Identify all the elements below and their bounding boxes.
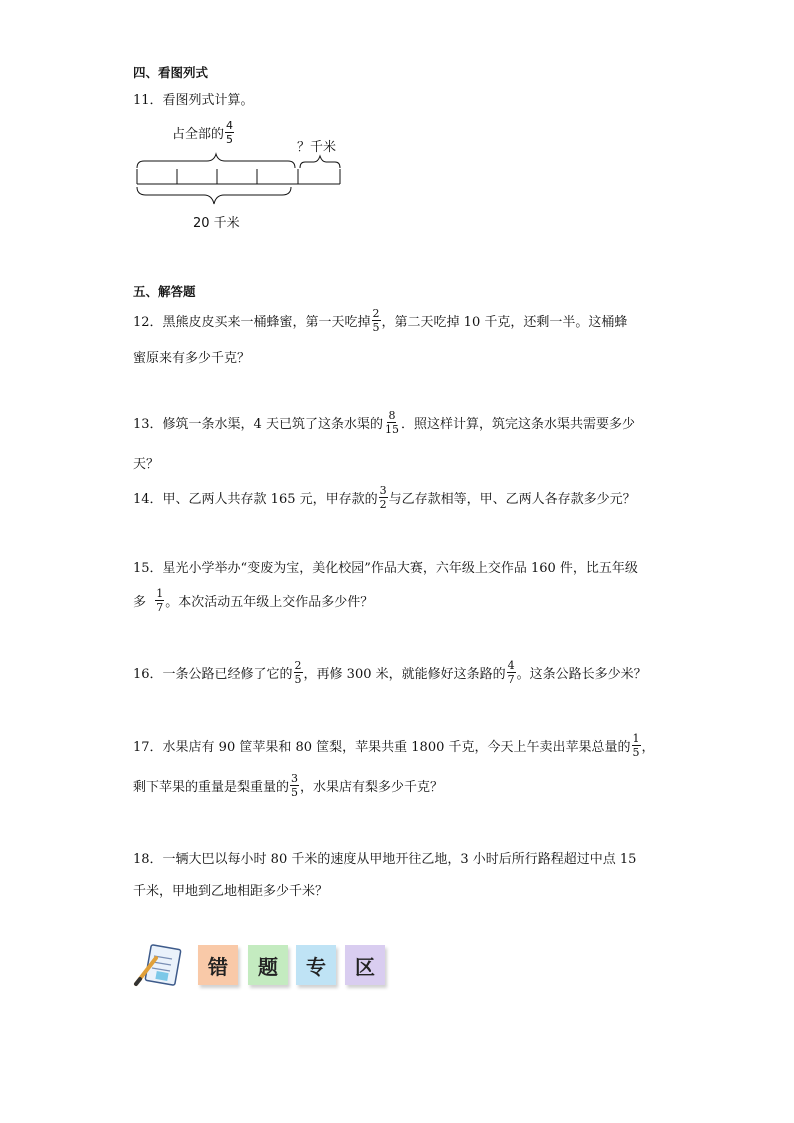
- bottom-brace: [137, 187, 291, 204]
- text: 17．水果店有 90 筐苹果和 80 筐梨，苹果共重 1800 千克，今天上午卖出苹果总量的: [133, 740, 631, 755]
- fraction-denominator: 15: [384, 423, 399, 436]
- question-17-line-2: [133, 772, 444, 800]
- fraction: [384, 410, 400, 435]
- text: 13．修筑一条水渠，4 天已筑了这条水渠的: [133, 417, 383, 432]
- fraction-denominator: 2: [379, 498, 387, 511]
- fraction-denominator: 5: [294, 673, 302, 686]
- segment-diagram: [130, 150, 350, 210]
- text: 16．一条公路已经修了它的: [133, 667, 293, 682]
- fraction-numerator: 8: [388, 409, 396, 422]
- text: ，再修 300 米，就能修好这条路的: [303, 667, 506, 682]
- text: ，: [641, 740, 655, 755]
- right-brace: [300, 156, 340, 168]
- fraction-denominator: 5: [372, 321, 380, 334]
- text: 与乙存款相等，甲、乙两人各存款多少元？: [388, 492, 636, 507]
- fraction-numerator: 3: [291, 772, 299, 785]
- fraction-denominator: 7: [507, 673, 515, 686]
- text: 12．黑熊皮皮买来一桶蜂蜜，第一天吃掉: [133, 315, 371, 330]
- top-brace: [137, 154, 295, 168]
- question-12-line-1: [133, 307, 628, 335]
- fraction: [507, 660, 516, 685]
- banner-tile-1: 错: [198, 945, 238, 985]
- fraction-denominator: 7: [156, 601, 164, 614]
- text: ，水果店有梨多少千克？: [300, 780, 444, 795]
- text: 14．甲、乙两人共存款 165 元，甲存款的: [133, 492, 378, 507]
- fraction: [294, 660, 303, 685]
- banner-tile-4: 区: [345, 945, 385, 985]
- fraction: [379, 485, 388, 510]
- question-15-line-1: 15．星光小学举办“变废为宝，美化校园”作品大赛，六年级上交作品 160 件，比五年级: [133, 561, 638, 576]
- section-heading-5: 五、解答题: [133, 284, 196, 299]
- banner-tile-2: 题: [248, 945, 288, 985]
- question-16: [133, 659, 647, 687]
- question-11: 11．看图列式计算。: [133, 93, 254, 108]
- text: ，第二天吃掉 10 千克，还剩一半。这桶蜂: [381, 315, 628, 330]
- fraction-denominator: 5: [226, 133, 234, 146]
- question-12-line-2: 蜜原来有多少千克？: [133, 351, 251, 366]
- fraction-denominator: 5: [291, 786, 299, 799]
- fraction-numerator: 3: [379, 484, 387, 497]
- fraction-numerator: 1: [632, 732, 640, 745]
- question-18-line-2: 千米，甲地到乙地相距多少千米？: [133, 884, 329, 899]
- diagram-top-label: [172, 119, 235, 147]
- fraction-numerator: 4: [226, 119, 234, 132]
- text: 多: [133, 595, 147, 610]
- text: ．照这样计算，筑完这条水渠共需要多少: [400, 417, 635, 432]
- fraction-numerator: 1: [156, 587, 164, 600]
- fraction-numerator: 2: [372, 307, 380, 320]
- fraction: [225, 120, 234, 145]
- question-13-line-1: [133, 409, 635, 437]
- fraction: [290, 773, 299, 798]
- fraction: [632, 733, 641, 758]
- question-13-line-2: 天？: [133, 457, 160, 472]
- fraction-numerator: 2: [294, 659, 302, 672]
- text: 。这条公路长多少米？: [516, 667, 647, 682]
- fraction: [372, 308, 381, 333]
- question-14: [133, 484, 636, 512]
- fraction: [155, 588, 164, 613]
- text: 剩下苹果的重量是梨重量的: [133, 780, 290, 795]
- diagram-bottom-label: 20 千米: [193, 216, 240, 231]
- section-heading-4: 四、看图列式: [133, 65, 209, 80]
- fraction-numerator: 4: [507, 659, 515, 672]
- fraction-denominator: 5: [632, 746, 640, 759]
- diagram-right-label: ？千米: [297, 140, 337, 155]
- text: 。本次活动五年级上交作品多少件？: [165, 595, 374, 610]
- question-18-line-1: 18．一辆大巴以每小时 80 千米的速度从甲地开往乙地，3 小时后所行路程超过中点 15: [133, 852, 637, 867]
- question-15-line-2: [133, 587, 374, 615]
- notebook-pencil-icon: [132, 944, 186, 990]
- banner-tile-3: 专: [296, 945, 336, 985]
- diagram-top-label-text: 占全部的: [172, 127, 225, 142]
- question-17-line-1: [133, 732, 655, 760]
